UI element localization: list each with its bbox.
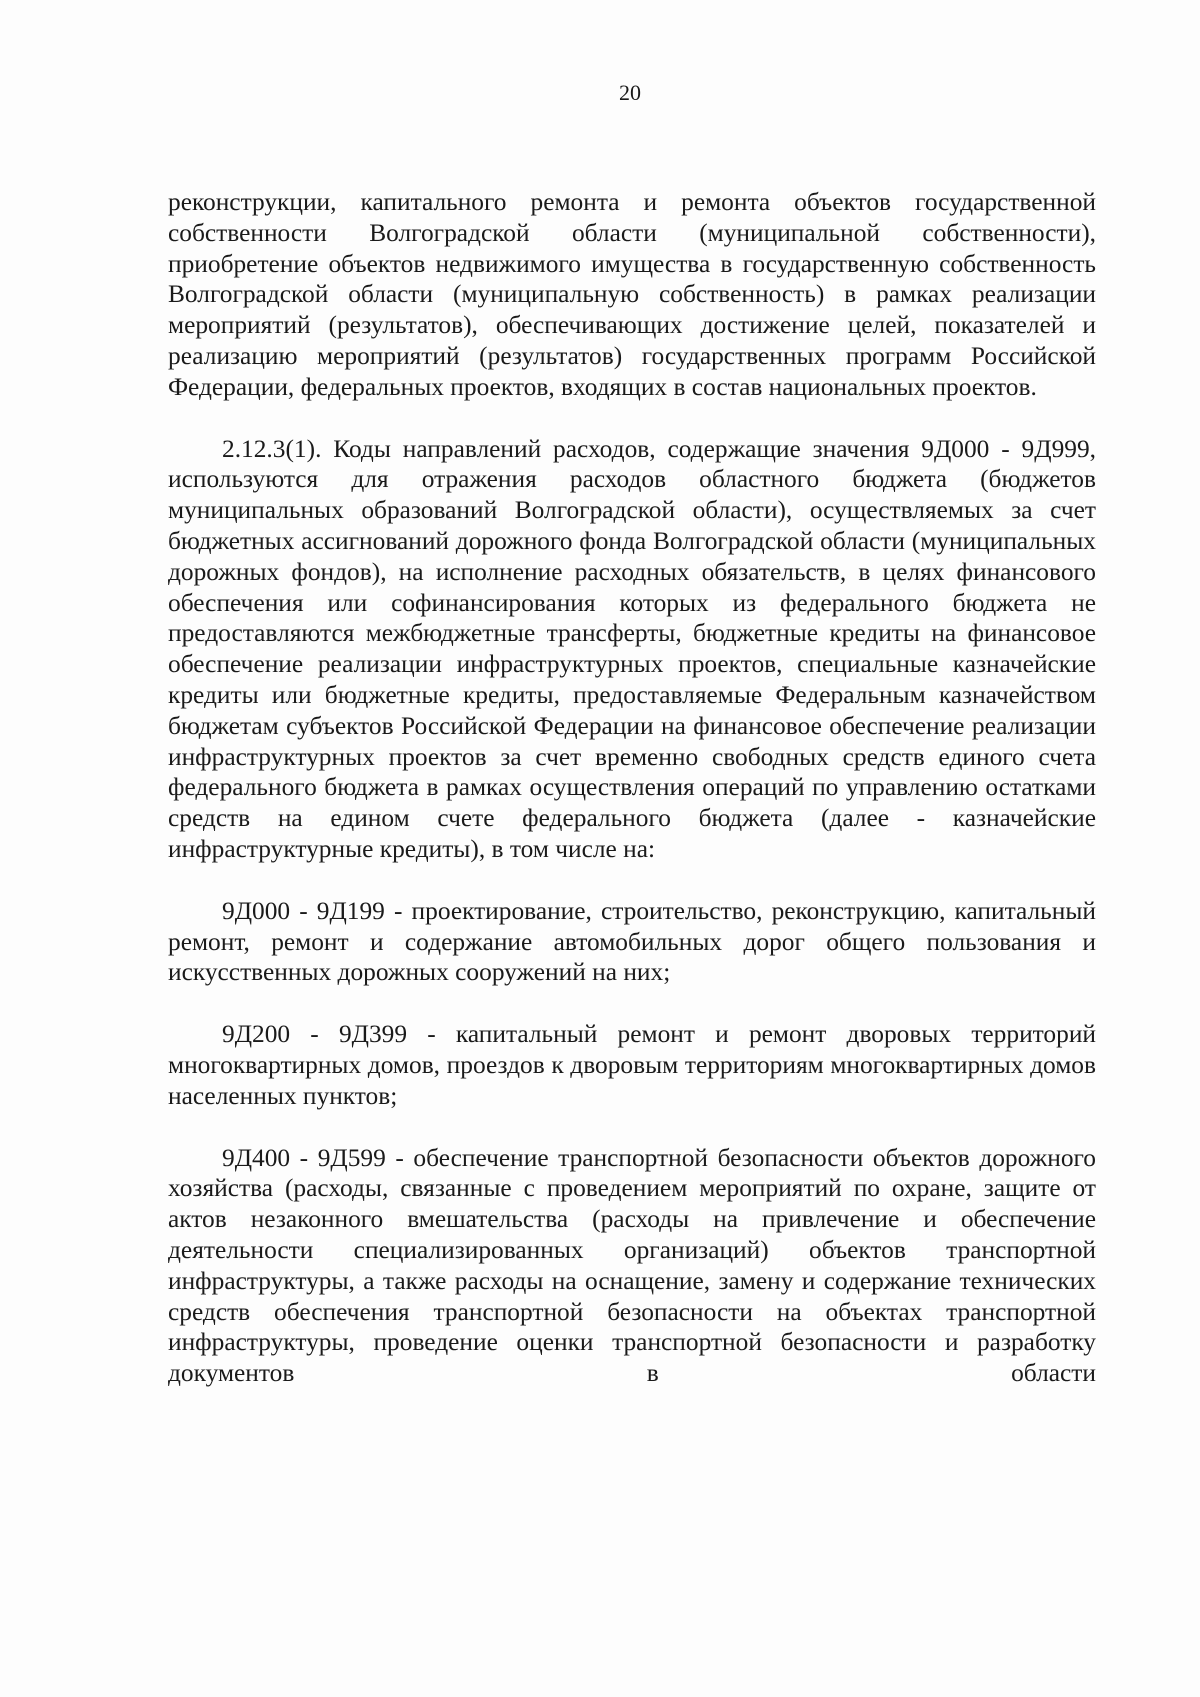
paragraph-section-2-12-3-1: 2.12.3(1). Коды направлений расходов, содержащие значения 9Д000 - 9Д999, используются для отражения расходов областного бюджета (бюджетов муниципальных образований Волгоградской области), осуществляемых за счет бюджетных ассигнований дорожного фонда Волгоградской области (муниципальных дорожных фондов), на исполнение расходных обязательств, в целях финансового обеспечения или софинансирования которых из федерального бюджета не предоставляются межбюджетные трансферты, бюджетные кредиты на финансовое обеспечение реализации инфраструктурных проектов, специальные казначейские кредиты или бюджетные кредиты, предоставляемые Федеральным казначейством бюджетам субъектов Российской Федерации на финансовое обеспечение реализации инфраструктурных проектов за счет временно свободных средств единого счета федерального бюджета в рамках осуществления операций по управлению остатками средств на едином счете федерального бюджета (далее - казначейские инфраструктурные кредиты), в том числе на: — [168, 434, 1096, 863]
page-number: 20 — [619, 80, 641, 105]
paragraph-code-9d000-9d199: 9Д000 - 9Д199 - проектирование, строительство, реконструкцию, капитальный ремонт, ремонт и содержание автомобильных дорог общего пользования и искусственных дорожных сооружений на них; — [168, 896, 1096, 987]
paragraph-code-9d200-9d399: 9Д200 - 9Д399 - капитальный ремонт и ремонт дворовых территорий многоквартирных домов, проездов к дворовым территориям многоквартирных домов населенных пунктов; — [168, 1020, 1096, 1110]
document-body — [168, 187, 1096, 1389]
paragraph-continuation: реконструкции, капитального ремонта и ремонта объектов государственной собственности Волгоградской области (муниципальной собственности), приобретение объектов недвижимого имущества в государственную собственность Волгоградской области (муниципальную собственность) в рамках реализации мероприятий (результатов), обеспечивающих достижение целей, показателей и реализацию мероприятий (результатов) государственных программ Российской Федерации, федеральных проектов, входящих в состав национальных проектов. — [168, 188, 1096, 401]
paragraph-code-9d400-9d599: 9Д400 - 9Д599 - обеспечение транспортной безопасности объектов дорожного хозяйства (расходы, связанные с проведением мероприятий по охране, защите от актов незаконного вмешательства (расходы на привлечение и обеспечение деятельности специализированных организаций) объектов транспортной инфраструктуры, а также расходы на оснащение, замену и содержание технических средств обеспечения транспортной безопасности на объектах транспортной инфраструктуры, проведение оценки транспортной безопасности и разработку документов в области — [168, 1143, 1096, 1388]
